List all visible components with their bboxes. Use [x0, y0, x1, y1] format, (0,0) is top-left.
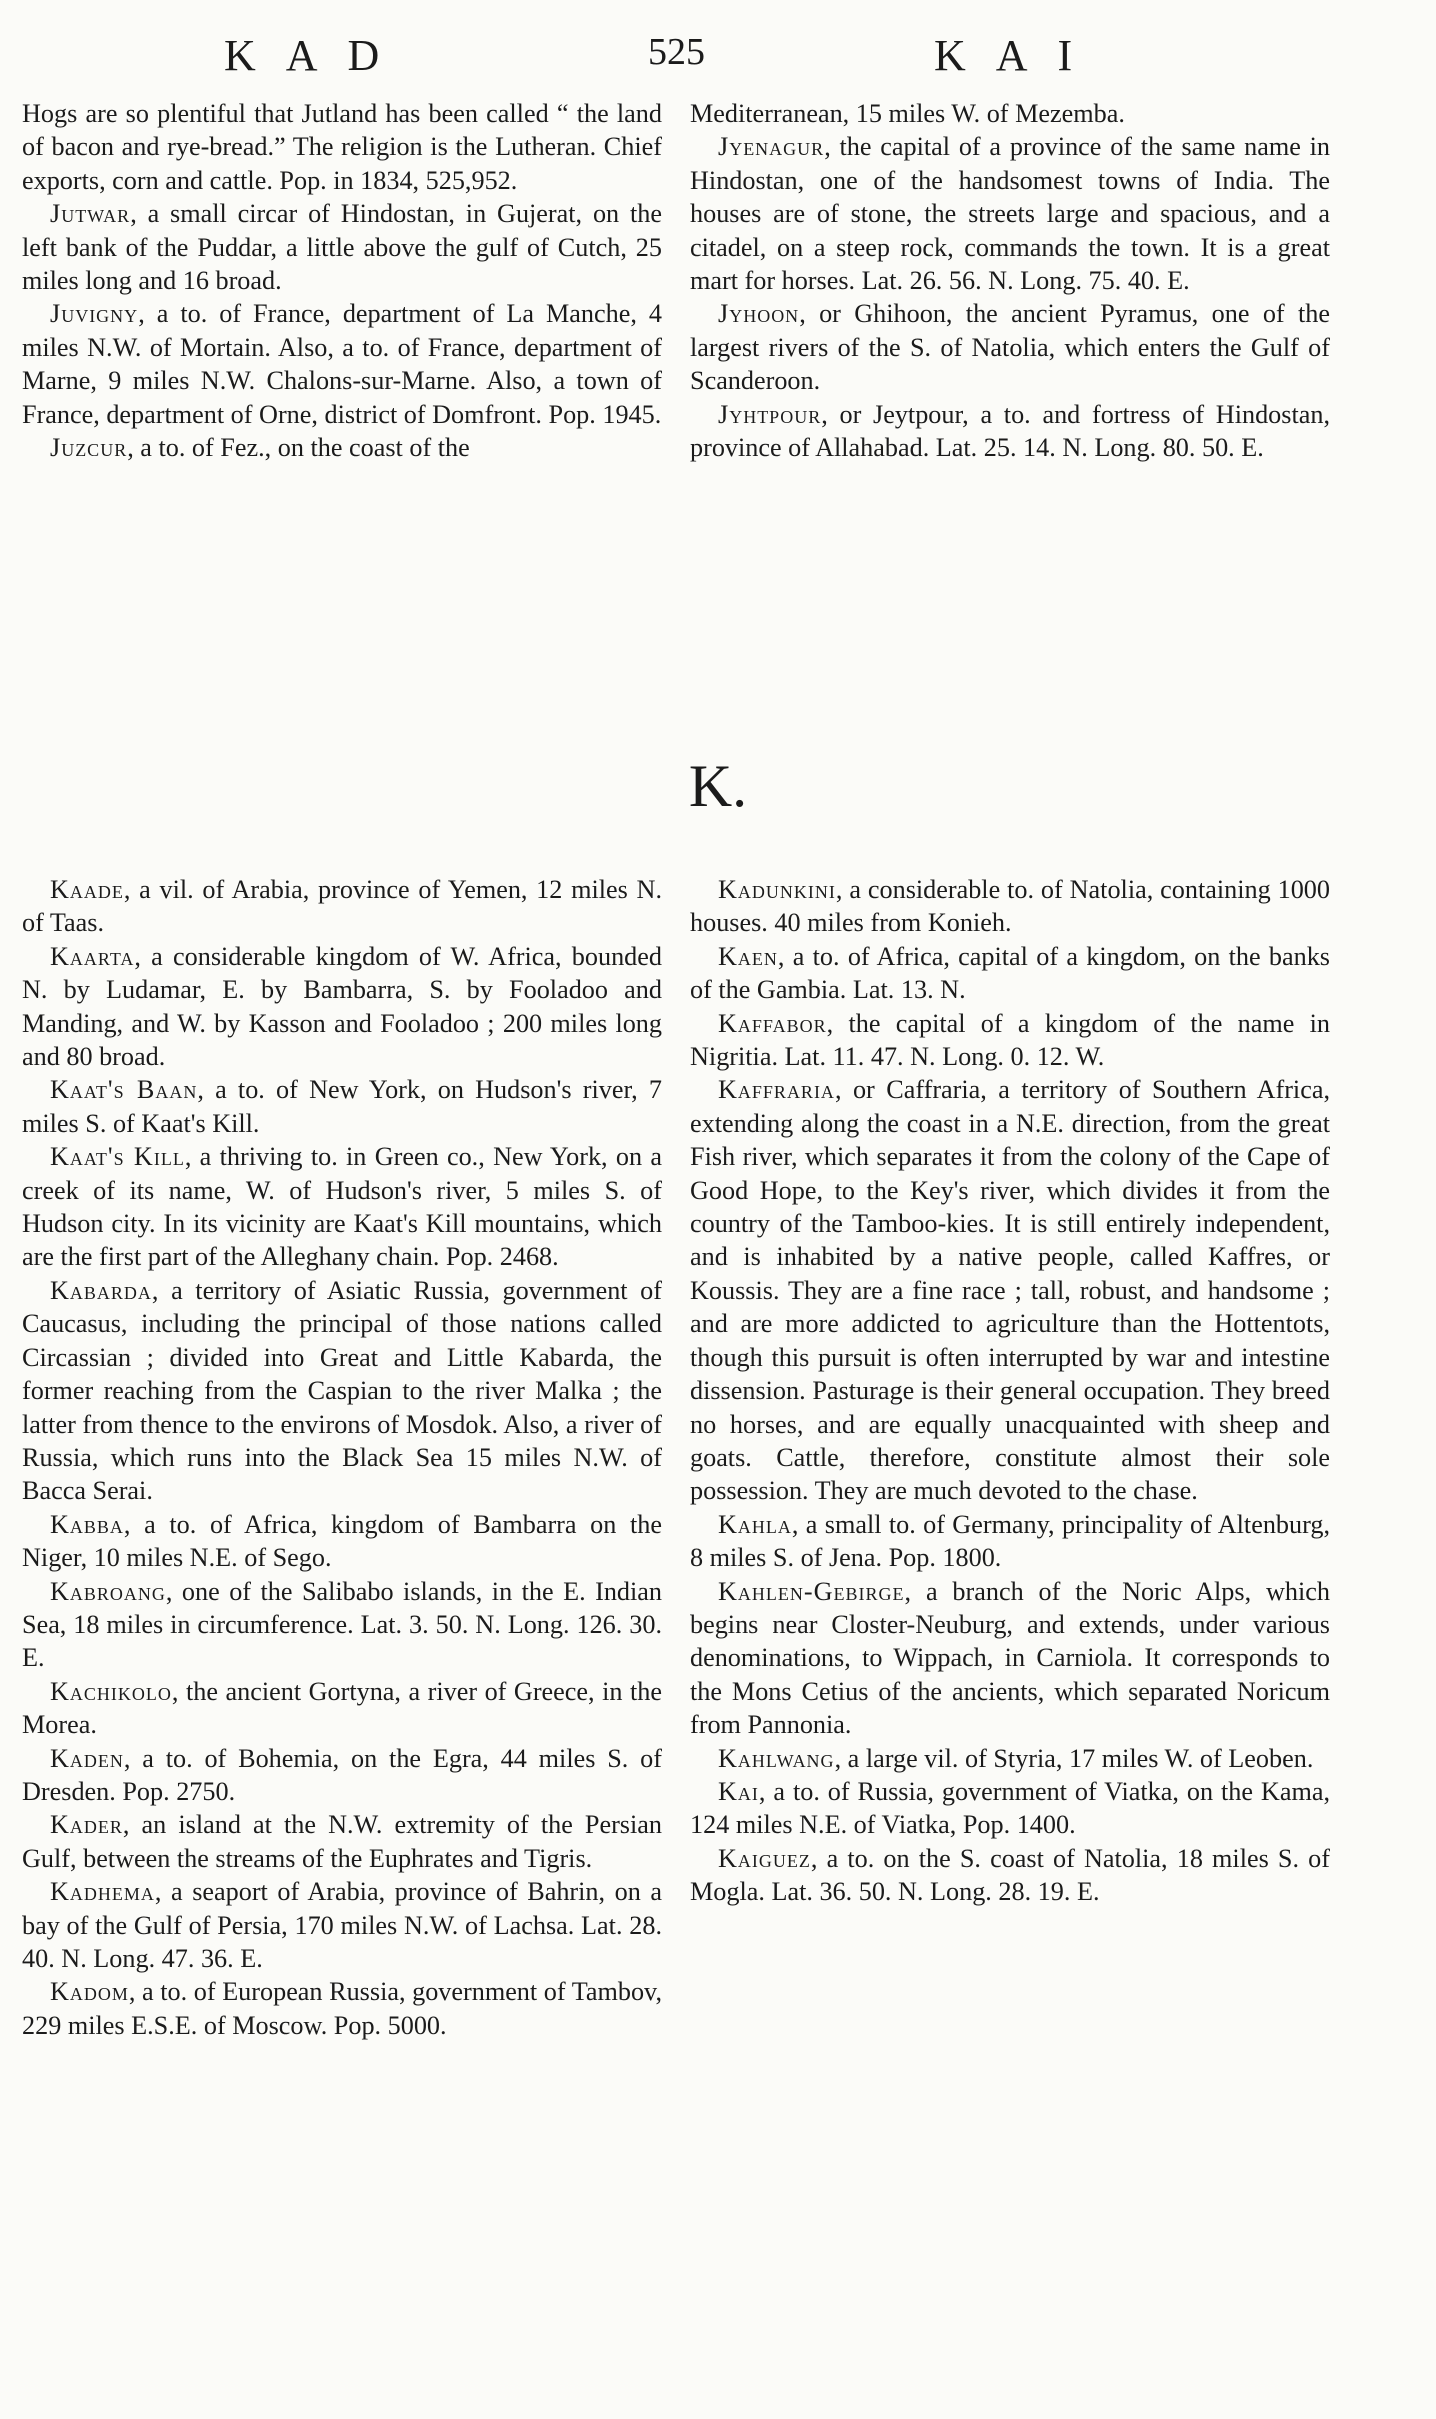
- entry: [22, 1675, 662, 1742]
- entry: [690, 1742, 1330, 1775]
- entry: [690, 1575, 1330, 1742]
- entry-text: , a branch of the Noric Alps, which begins near Closter-Neuburg, and extends, under various denominations, to Wippach, in Carniola. It corresponds to the Mons Cetius of the ancients, which separated Noricum from Pannonia.: [690, 1576, 1330, 1740]
- entry-headword: Kaade: [50, 875, 124, 904]
- entry: [22, 873, 662, 940]
- entry-text: , the capital of a province of the same name in Hindostan, one of the handsomest towns of India. The houses are of stone, the streets large and spacious, and a citadel, on a steep rock, commands the town. It is a great mart for horses. Lat. 26. 56. N. Long. 75. 40. E.: [690, 132, 1330, 296]
- entry: [22, 97, 662, 197]
- entry-headword: Kader: [50, 1810, 123, 1840]
- entry-headword: Kai: [718, 1776, 759, 1806]
- entry: [22, 1575, 662, 1675]
- entry: [22, 1742, 662, 1809]
- entry-headword: Juvigny: [50, 299, 139, 329]
- running-head-right: KAI: [934, 31, 1103, 80]
- entry-headword: Kaarta: [50, 941, 135, 971]
- entry-text: , one of the Salibabo islands, in the E. Indian Sea, 18 miles in circumference. Lat. 3. 50. N. Long. 126. 30. E.: [22, 1576, 662, 1673]
- entry-headword: Kaat's Baan: [50, 1075, 198, 1105]
- entry: [690, 130, 1330, 297]
- entry-headword: Kabroang: [50, 1576, 166, 1606]
- entry-text: Hogs are so plentiful that Jutland has been called “ the land of bacon and rye-bread.” The religion is the Lutheran. Chief exports, corn and cattle. Pop. in 1834, 525,952.: [22, 99, 662, 195]
- entry-text: , a large vil. of Styria, 17 miles W. of Leoben.: [834, 1743, 1314, 1773]
- entry-text: , or Ghihoon, the ancient Pyramus, one of the largest rivers of the S. of Natolia, which enters the Gulf of Scanderoon.: [690, 299, 1330, 396]
- entry-text: , a seaport of Arabia, province of Bahrin, on a bay of the Gulf of Persia, 170 miles N.W. of Lachsa. Lat. 28. 40. N. Long. 47. 36. E.: [22, 1877, 662, 1973]
- entry-headword: Kaen: [718, 941, 778, 971]
- entry-headword: Kaffabor: [718, 1008, 827, 1038]
- entry-text: , a to. of Russia, government of Viatka, on the Kama, 124 miles N.E. of Viatka, Pop. 1400.: [690, 1776, 1330, 1840]
- entry: [22, 1508, 662, 1575]
- entry-headword: Kahlen-Gebirge: [718, 1576, 905, 1606]
- entry-headword: Kahlwang: [718, 1743, 835, 1773]
- entry-text: , an island at the N.W. extremity of the Persian Gulf, between the streams of the Euphrates and Tigris.: [22, 1810, 662, 1873]
- entry-text: , a to. of Africa, capital of a kingdom, on the banks of the Gambia. Lat. 13. N.: [690, 941, 1330, 1005]
- entry: [690, 398, 1330, 465]
- entry: [690, 1508, 1330, 1575]
- section-letter: K.: [688, 753, 748, 819]
- running-head-left: KAD: [224, 31, 410, 80]
- entry-headword: Kabba: [50, 1509, 124, 1539]
- entry: [22, 1073, 662, 1140]
- entry: [22, 197, 662, 297]
- entry-headword: Jyenagur: [718, 132, 825, 162]
- running-head: [0, 30, 1436, 90]
- entry: [22, 1140, 662, 1274]
- entry: [690, 1007, 1330, 1074]
- entry-text: , a to. of Bohemia, on the Egra, 44 miles S. of Dresden. Pop. 2750.: [22, 1743, 662, 1806]
- entry: [22, 940, 662, 1074]
- entry-text: , a to. of European Russia, government of Tambov, 229 miles E.S.E. of Moscow. Pop. 5000.: [22, 1977, 662, 2040]
- entry-text: , the ancient Gortyna, a river of Greece, in the Morea.: [22, 1676, 662, 1740]
- entry-headword: Kadunkini: [718, 875, 836, 904]
- entry-headword: Jyhtpour: [718, 399, 822, 429]
- column-bottom-left: [22, 873, 662, 2042]
- entry: [690, 297, 1330, 397]
- column-bottom-right: [690, 873, 1330, 1909]
- entry-text: , or Caffraria, a territory of Southern Africa, extending along the coast in a N.E. direction, from the great Fish river, which separates it from the colony of the Cape of Good Hope, to the Key's river, which divides it from the country of the Tamboo-kies. It is still entirely independent, and is inhabited by a native people, called Kaffres, or Koussis. They are a fine race ; tall, robust, and handsome ; and are more addicted to agriculture than the Hottentots, though this pursuit is often interrupted by war and intestine dissension. Pasturage is their general occupation. They breed no horses, and are equally unacquainted with sheep and goats. Cattle, therefore, constitute almost their sole possession. They are much devoted to the chase.: [690, 1075, 1330, 1506]
- entry: [22, 1975, 662, 2042]
- entry: [690, 1073, 1330, 1507]
- entry: [690, 1775, 1330, 1842]
- entry-text: , a to. of Fez., on the coast of the: [127, 433, 470, 463]
- entry-headword: Kadom: [50, 1977, 129, 2007]
- entry: [690, 873, 1330, 940]
- entry: [690, 97, 1330, 130]
- entry: [22, 1875, 662, 1975]
- entry-text: , the capital of a kingdom of the name in Nigritia. Lat. 11. 47. N. Long. 0. 12. W.: [690, 1008, 1330, 1072]
- entry-headword: Kaden: [50, 1743, 124, 1773]
- entry: [22, 297, 662, 431]
- entry-headword: Kachikolo: [50, 1676, 172, 1706]
- entry: [22, 1808, 662, 1875]
- entry-text: , a territory of Asiatic Russia, government of Caucasus, including the principal of those nations called Circassian ; divided into Great and Little Kabarda, the former reaching from the Caspian to the river Malka ; the latter from thence to the environs of Mosdok. Also, a river of Russia, which runs into the Black Sea 15 miles N.W. of Bacca Serai.: [22, 1275, 662, 1506]
- entry-text: , a small circar of Hindostan, in Gujerat, on the left bank of the Puddar, a little above the gulf of Cutch, 25 miles long and 16 broad.: [22, 199, 662, 296]
- entry-headword: Jutwar: [50, 199, 131, 229]
- entry: [22, 431, 662, 464]
- entry-text: , a thriving to. in Green co., New York, on a creek of its name, W. of Hudson's river, 5 miles S. of Hudson city. In its vicinity are Kaat's Kill mountains, which are the first part of the Alleghany chain. Pop. 2468.: [22, 1142, 662, 1272]
- entry-text: , or Jeytpour, a to. and fortress of Hindostan, province of Allahabad. Lat. 25. 14. N. Long. 80. 50. E.: [690, 399, 1330, 463]
- entry-text: , a vil. of Arabia, province of Yemen, 12 miles N. of Taas.: [22, 875, 662, 938]
- entry-text: , a to. on the S. coast of Natolia, 18 miles S. of Mogla. Lat. 36. 50. N. Long. 28. 19. E.: [690, 1843, 1330, 1907]
- entry-headword: Kadhema: [50, 1877, 155, 1907]
- entry-text: , a small to. of Germany, principality of Altenburg, 8 miles S. of Jena. Pop. 1800.: [690, 1509, 1330, 1573]
- column-top-left: [22, 97, 662, 464]
- entry-headword: Kabarda: [50, 1275, 152, 1305]
- entry-headword: Kaiguez: [718, 1843, 811, 1873]
- entry: [22, 1274, 662, 1508]
- entry-text: , a to. of Africa, kingdom of Bambarra on the Niger, 10 miles N.E. of Sego.: [22, 1509, 662, 1573]
- entry-text: , a considerable kingdom of W. Africa, bounded N. by Ludamar, E. by Bambarra, S. by Fooladoo and Manding, and W. by Kasson and Fooladoo ; 200 miles long and 80 broad.: [22, 941, 662, 1072]
- column-top-right: [690, 97, 1330, 464]
- entry-text: , a considerable to. of Natolia, containing 1000 houses. 40 miles from Konieh.: [690, 875, 1330, 938]
- entry: [690, 1842, 1330, 1909]
- entry-headword: Kaat's Kill: [50, 1142, 185, 1172]
- entry-headword: Jyhoon: [718, 299, 800, 329]
- entry-headword: Juzcur: [50, 433, 128, 463]
- entry-headword: Kaffraria: [718, 1075, 835, 1105]
- page-number: 525: [648, 31, 705, 73]
- entry-text: , a to. of New York, on Hudson's river, 7 miles S. of Kaat's Kill.: [22, 1075, 662, 1138]
- entry-text: Mediterranean, 15 miles W. of Mezemba.: [690, 99, 1125, 128]
- entry-text: , a to. of France, department of La Manche, 4 miles N.W. of Mortain. Also, a to. of France, department of Marne, 9 miles N.W. Chalons-sur-Marne. Also, a town of France, department of Orne, district of Domfront. Pop. 1945.: [22, 299, 662, 429]
- entry: [690, 940, 1330, 1007]
- entry-headword: Kahla: [718, 1509, 792, 1539]
